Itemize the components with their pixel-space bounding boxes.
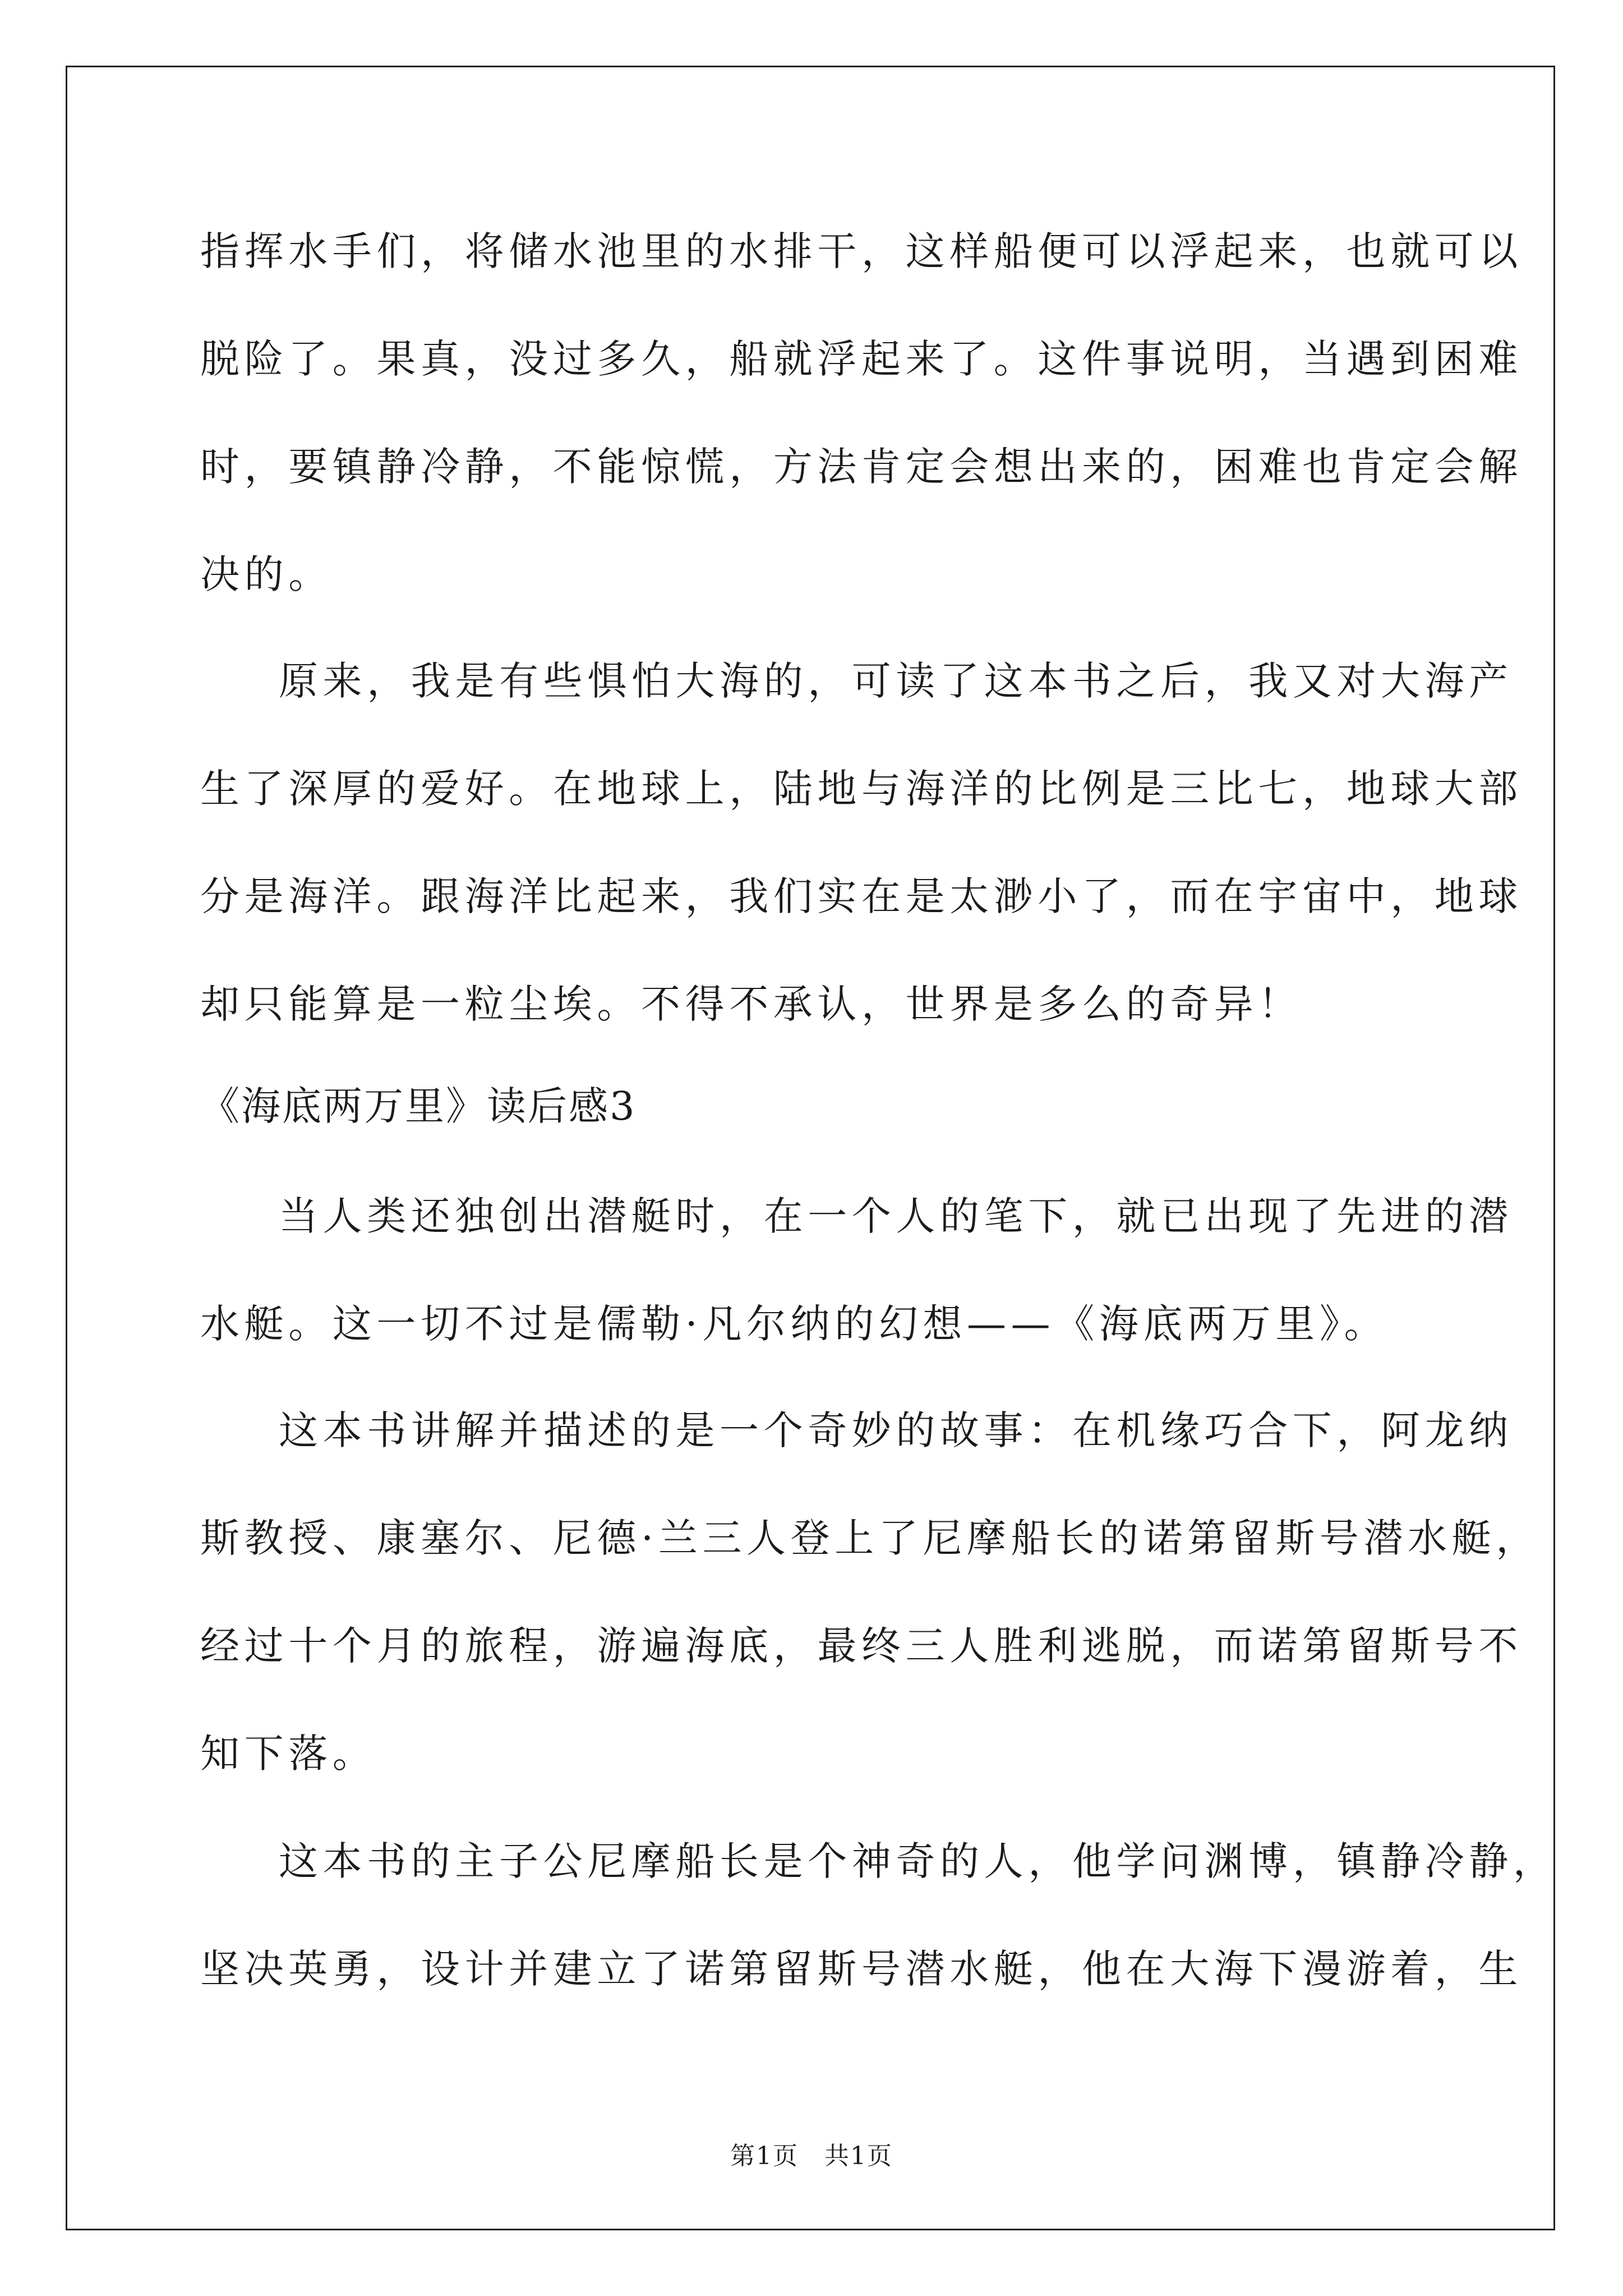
text-line: 生了深厚的爱好。在地球上，陆地与海洋的比例是三比七，地球大部 [200, 766, 1523, 812]
text-line: 水艇。这一切不过是儒勒·凡尔纳的幻想——《海底两万里》。 [200, 1301, 1389, 1347]
page-number-footer: 第1页 共1页 [730, 2142, 893, 2170]
text-line: 分是海洋。跟海洋比起来，我们实在是太渺小了，而在宇宙中，地球 [200, 873, 1523, 919]
text-line: 知下落。 [200, 1731, 377, 1777]
paragraph-start-line: 原来，我是有些惧怕大海的，可读了这本书之后，我又对大海产 [279, 658, 1513, 704]
text-line: 时，要镇静冷静，不能惊慌，方法肯定会想出来的，困难也肯定会解 [200, 444, 1523, 490]
section-heading: 《海底两万里》读后感3 [200, 1083, 637, 1129]
text-line: 坚决英勇，设计并建立了诺第留斯号潜水艇，他在大海下漫游着，生 [200, 1946, 1523, 1992]
paragraph-start-line: 当人类还独创出潜艇时，在一个人的笔下，就已出现了先进的潜 [279, 1193, 1513, 1239]
paragraph-start-line: 这本书的主子公尼摩船长是个神奇的人，他学问渊博，镇静冷静， [279, 1838, 1557, 1884]
text-line: 脱险了。果真，没过多久，船就浮起来了。这件事说明，当遇到困难 [200, 336, 1523, 382]
text-line: 决的。 [200, 551, 333, 597]
text-line: 经过十个月的旅程，游遍海底，最终三人胜利逃脱，而诺第留斯号不 [200, 1623, 1523, 1669]
paragraph-start-line: 这本书讲解并描述的是一个奇妙的故事：在机缘巧合下，阿龙纳 [279, 1407, 1513, 1453]
text-line: 指挥水手们，将储水池里的水排干，这样船便可以浮起来，也就可以 [200, 228, 1523, 274]
text-line: 却只能算是一粒尘埃。不得不承认，世界是多么的奇异！ [200, 981, 1302, 1027]
text-line: 斯教授、康塞尔、尼德·兰三人登上了尼摩船长的诺第留斯号潜水艇， [200, 1515, 1540, 1561]
